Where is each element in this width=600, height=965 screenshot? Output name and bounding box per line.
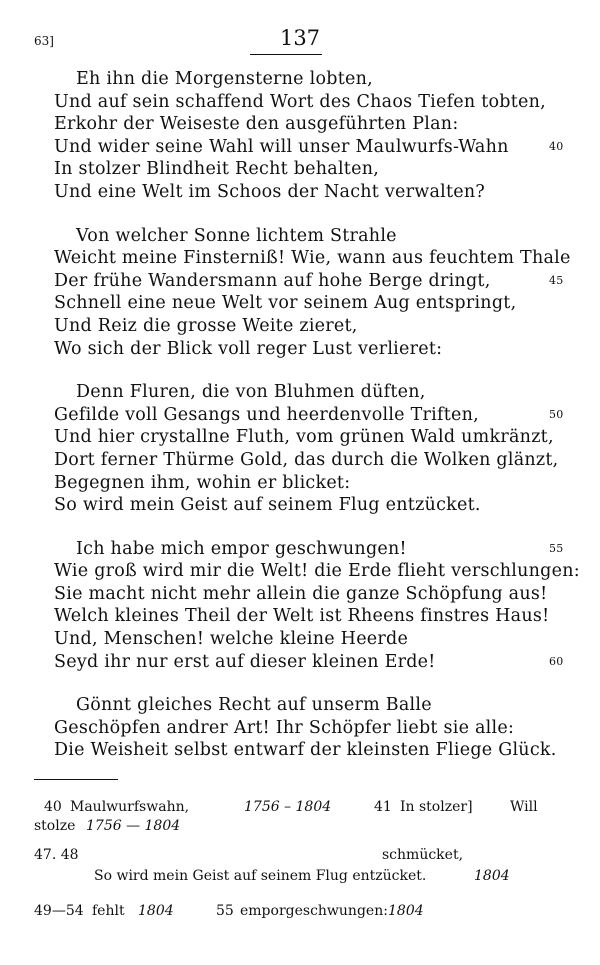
footnote-ref: 40 bbox=[44, 799, 62, 815]
verse-line bbox=[0, 605, 600, 628]
footnote-separator bbox=[34, 779, 118, 780]
footnote-lemma: In stolzer] bbox=[400, 799, 473, 815]
verse-line bbox=[0, 247, 600, 270]
verse-text: Dort ferner Thürme Gold, das durch die Wolken glänzt, bbox=[54, 449, 559, 470]
footnote-editions: 1756 — 1804 bbox=[86, 818, 181, 834]
verse-text: Welch kleines Theil der Welt ist Rheens finstres Haus! bbox=[54, 606, 550, 627]
footnotes bbox=[34, 798, 554, 922]
verse-line bbox=[0, 158, 600, 181]
verse-text: Und eine Welt im Schoos der Nacht verwalten? bbox=[54, 181, 486, 202]
verse-line bbox=[0, 583, 600, 606]
verse-line bbox=[0, 739, 600, 762]
verse-text: So wird mein Geist auf seinem Flug entzücket. bbox=[54, 495, 481, 516]
line-number: 60 bbox=[549, 654, 564, 668]
verse-line bbox=[0, 113, 600, 136]
verse-text: Wie groß wird mir die Welt! die Erde flieht verschlungen: bbox=[54, 561, 580, 582]
verse-line bbox=[0, 628, 600, 651]
verse-line bbox=[0, 449, 600, 472]
verse-line bbox=[0, 472, 600, 495]
verse-text: Der frühe Wandersmann auf hohe Berge dringt, bbox=[54, 270, 491, 291]
footnote-49-55 bbox=[34, 902, 554, 922]
verse-text: Und auf sein schaffend Wort des Chaos Tiefen tobten, bbox=[54, 91, 546, 112]
verse-line bbox=[0, 404, 600, 427]
verse-text: Gönnt gleiches Recht auf unserm Balle bbox=[76, 695, 432, 716]
footnote-text: Maulwurfswahn, bbox=[70, 799, 190, 815]
verse-text: Und, Menschen! welche kleine Heerde bbox=[54, 629, 409, 650]
footnote-ref: 49—54 bbox=[34, 903, 84, 919]
footnote-text: stolze bbox=[34, 818, 76, 834]
verse-text: Geschöpfen andrer Art! Ihr Schöpfer liebt sie alle: bbox=[54, 717, 515, 738]
verse-line bbox=[0, 181, 600, 204]
verse-text: Und wider seine Wahl will unser Maulwurfs-Wahn bbox=[54, 136, 509, 157]
verse-text: Eh ihn die Morgensterne lobten, bbox=[76, 69, 373, 89]
line-number: 45 bbox=[549, 273, 564, 287]
footnote-editions: 1804 bbox=[388, 903, 424, 919]
verse-line bbox=[0, 717, 600, 740]
footnote-ref: 47. 48 bbox=[34, 847, 79, 863]
line-number: 55 bbox=[549, 541, 564, 555]
footnote-40-41 bbox=[34, 798, 554, 838]
footnote-editions: 1804 bbox=[474, 868, 510, 884]
verse-line bbox=[0, 225, 600, 248]
verse-text: Von welcher Sonne lichtem Strahle bbox=[76, 225, 397, 246]
verse-text: Und Reiz die grosse Weite zieret, bbox=[54, 315, 358, 336]
verse-line bbox=[0, 694, 600, 717]
stanza bbox=[0, 225, 600, 361]
verse-text: Wo sich der Blick voll reger Lust verlieret: bbox=[54, 338, 443, 359]
verse-line bbox=[0, 68, 600, 91]
verse-text: Sie macht nicht mehr allein die ganze Schöpfung aus! bbox=[54, 583, 548, 604]
verse-text: Weicht meine Finsterniß! Wie, wann aus feuchtem Thale bbox=[54, 248, 571, 269]
verse-line bbox=[0, 426, 600, 449]
verse-line bbox=[0, 292, 600, 315]
verse-text: Seyd ihr nur erst auf dieser kleinen Erde! bbox=[54, 651, 436, 672]
footnote-editions: 1756 – 1804 bbox=[244, 799, 332, 815]
verse-line bbox=[0, 338, 600, 361]
poem-body bbox=[0, 68, 600, 783]
footnote-text: Will bbox=[510, 799, 538, 815]
verse-text: Gefilde voll Gesangs und heerdenvolle Triften, bbox=[54, 404, 479, 425]
verse-text: Denn Fluren, die von Bluhmen düften, bbox=[76, 382, 426, 403]
verse-line bbox=[0, 538, 600, 561]
footnote-ref: 55 bbox=[216, 903, 234, 919]
stanza bbox=[0, 538, 600, 674]
verse-text: Begegnen ihm, wohin er blicket: bbox=[54, 472, 351, 493]
verse-line bbox=[0, 560, 600, 583]
footnote-editions: 1804 bbox=[138, 903, 174, 919]
footnote-text: emporgeschwungen: bbox=[240, 903, 388, 919]
verse-text: Schnell eine neue Welt vor seinem Aug entspringt, bbox=[54, 293, 517, 314]
footnote-47-48 bbox=[34, 846, 554, 892]
page-number-rule bbox=[250, 54, 322, 55]
verse-line bbox=[0, 651, 600, 674]
footnote-text: So wird mein Geist auf seinem Flug entzücket. bbox=[94, 868, 427, 884]
footnote-text: fehlt bbox=[92, 903, 125, 919]
verse-text: Und hier crystallne Fluth, vom grünen Wald umkränzt, bbox=[54, 427, 554, 448]
verse-text: Ich habe mich empor geschwungen! bbox=[76, 538, 407, 559]
line-number: 50 bbox=[549, 407, 564, 421]
verse-line bbox=[0, 136, 600, 159]
verse-line bbox=[0, 494, 600, 517]
footnote-ref: 41 bbox=[374, 799, 392, 815]
stanza bbox=[0, 68, 600, 204]
verse-line bbox=[0, 315, 600, 338]
verse-text: Die Weisheit selbst entwarf der kleinsten Fliege Glück. bbox=[54, 740, 557, 761]
stanza bbox=[0, 381, 600, 517]
page-number: 137 bbox=[279, 26, 321, 50]
line-number: 40 bbox=[549, 139, 564, 153]
footnote-text: schmücket, bbox=[382, 847, 464, 863]
verse-line bbox=[0, 270, 600, 293]
signature-mark: 63] bbox=[34, 34, 54, 48]
stanza bbox=[0, 694, 600, 762]
verse-line bbox=[0, 381, 600, 404]
verse-text: Erkohr der Weiseste den ausgeführten Plan: bbox=[54, 114, 459, 135]
verse-text: In stolzer Blindheit Recht behalten, bbox=[54, 159, 380, 180]
verse-line bbox=[0, 91, 600, 114]
